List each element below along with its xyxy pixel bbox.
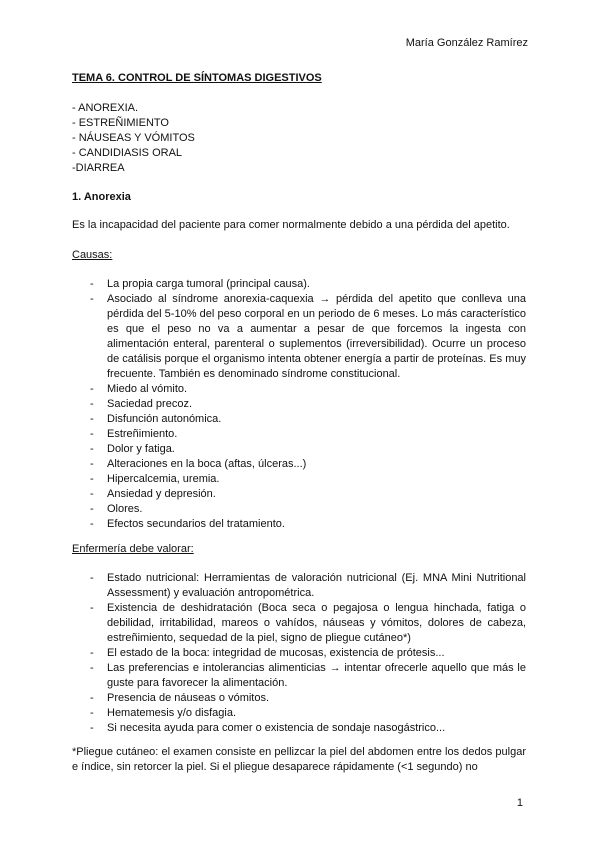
list-item: - La propia carga tumoral (principal causa). <box>72 277 526 292</box>
list-item: - Si necesita ayuda para comer o existencia de sondaje nasogástrico... <box>72 721 526 736</box>
list-item: - Existencia de deshidratación (Boca seca o pegajosa o lengua hinchada, fatiga o debilidad, irritabilidad, mareos o vahídos, náuseas y vómitos, dolores de cabeza, estreñimiento, sequedad de la piel, signo de pliegue cutáneo*) <box>72 601 526 646</box>
list-item: - Las preferencias e intolerancias alimenticias → intentar ofrecerle aquello que más le guste para favorecer la alimentación. <box>72 661 526 691</box>
nursing-list <box>72 571 526 736</box>
causes-heading: Causas: <box>72 249 113 261</box>
section-intro: Es la incapacidad del paciente para comer normalmente debido a una pérdida del apetito. <box>72 219 510 231</box>
page-title: TEMA 6. CONTROL DE SÍNTOMAS DIGESTIVOS <box>72 72 322 84</box>
section-heading: 1. Anorexia <box>72 191 131 203</box>
topic-list <box>72 101 195 176</box>
topic-item: - CANDIDIASIS ORAL <box>72 147 183 159</box>
list-item: - Disfunción autonómica. <box>72 412 526 427</box>
topic-item: - NÁUSEAS Y VÓMITOS <box>72 132 195 144</box>
list-item: - Miedo al vómito. <box>72 382 526 397</box>
list-item: - Estreñimiento. <box>72 427 526 442</box>
list-item: - Efectos secundarios del tratamiento. <box>72 517 526 532</box>
topic-item: - ANOREXIA. <box>72 102 139 114</box>
causes-list <box>72 277 526 532</box>
list-item: - El estado de la boca: integridad de mucosas, existencia de prótesis... <box>72 646 526 661</box>
list-item: - Saciedad precoz. <box>72 397 526 412</box>
list-item: - Estado nutricional: Herramientas de valoración nutricional (Ej. MNA Mini Nutritional Assessment) y evaluación antropométrica. <box>72 571 526 601</box>
footnote: *Pliegue cutáneo: el examen consiste en pellizcar la piel del abdomen entre los dedos pulgar e índice, sin retorcer la piel. Si el pliegue desaparece rápidamente (<1 segundo) no <box>72 746 526 773</box>
author-name: María González Ramírez <box>405 37 528 49</box>
list-item: - Hematemesis y/o disfagia. <box>72 706 526 721</box>
list-item: - Hipercalcemia, uremia. <box>72 472 526 487</box>
topic-item: -DIARREA <box>72 162 125 174</box>
list-item: - Presencia de náuseas o vómitos. <box>72 691 526 706</box>
list-item: - Ansiedad y depresión. <box>72 487 526 502</box>
topic-item: - ESTREÑIMIENTO <box>72 117 169 129</box>
list-item: - Asociado al síndrome anorexia-caquexia → pérdida del apetito que conlleva una pérdida del 5-10% del peso corporal en un periodo de 6 meses. Lo más característico es que el peso no va a aumentar a pesar de que forcemos la ingesta con alimentación enteral, parenteral o suplementos (irreversibilidad). Ocurre un proceso de catálisis porque el organismo intenta obtener energía a partir de proteínas. Es muy frecuente. También es denominado síndrome constitucional. <box>72 292 526 382</box>
nursing-heading: Enfermería debe valorar: <box>72 543 194 555</box>
list-item: - Alteraciones en la boca (aftas, úlceras...) <box>72 457 526 472</box>
list-item: - Dolor y fatiga. <box>72 442 526 457</box>
page-number: 1 <box>516 797 523 809</box>
list-item: - Olores. <box>72 502 526 517</box>
